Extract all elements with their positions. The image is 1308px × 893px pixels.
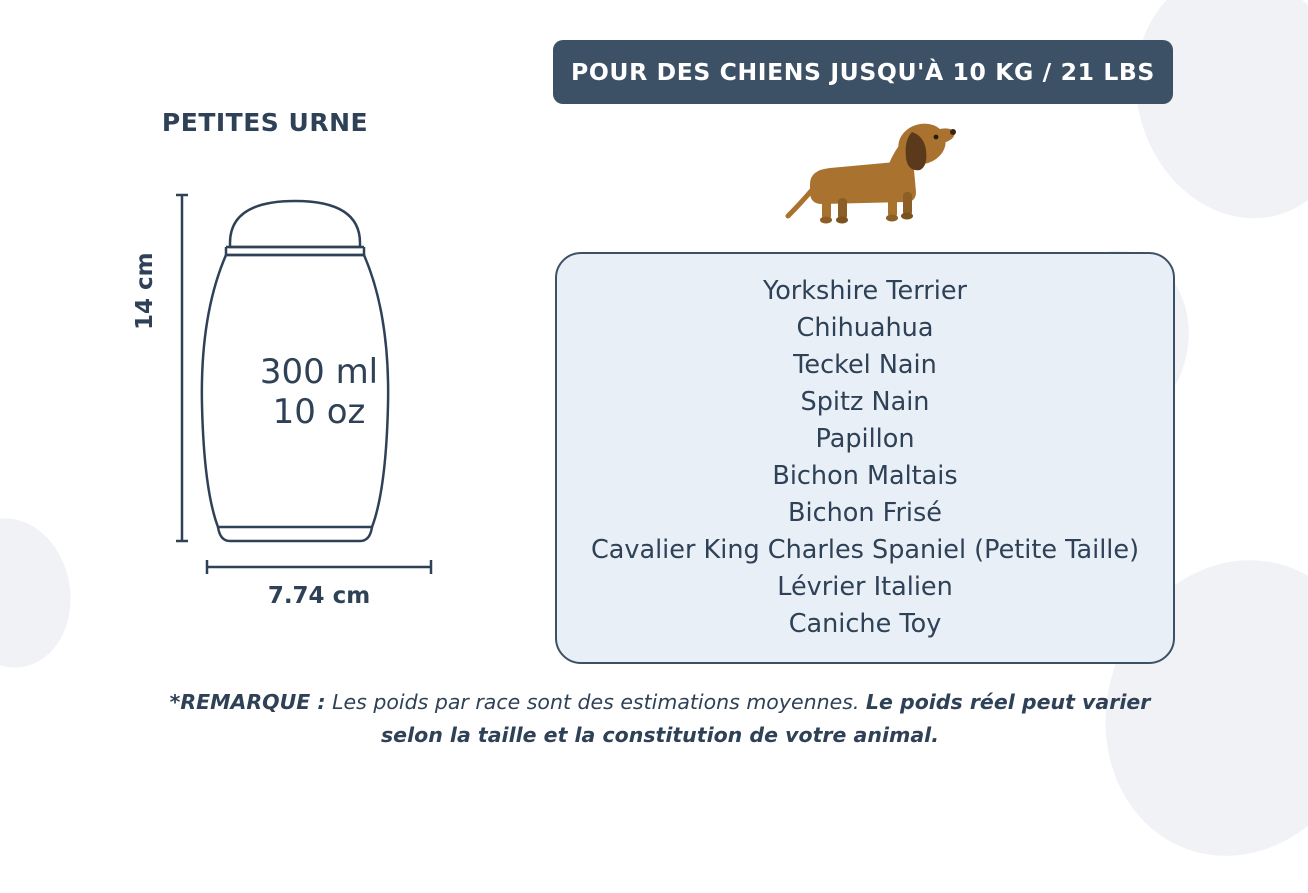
breed-item: Caniche Toy — [788, 608, 942, 639]
footnote-prefix: *REMARQUE : — [169, 690, 326, 714]
breed-item: Chihuahua — [796, 313, 934, 344]
breed-item: Bichon Maltais — [772, 461, 958, 491]
breed-item: Cavalier King Charles Spaniel (Petite Taille) — [590, 534, 1140, 565]
dachshund-dog-icon — [770, 118, 960, 233]
breed-item: Yorkshire Terrier — [763, 276, 967, 307]
breed-item: Spitz Nain — [800, 387, 930, 418]
footnote-bold: Le poids réel peut varier selon la taille et la constitution de votre animal. — [380, 690, 1151, 747]
height-dimension-line — [176, 193, 188, 543]
urn-volume-text — [195, 352, 443, 432]
width-dimension-line — [205, 560, 433, 574]
footnote-text: Les poids par race sont des estimations moyennes. — [325, 690, 866, 714]
urn-diagram-panel — [0, 0, 530, 788]
urn-height-label: 14 cm — [132, 252, 158, 330]
background-blob-1 — [1105, 0, 1308, 246]
footnote — [140, 686, 1180, 752]
breed-item: Bichon Frisé — [788, 497, 942, 528]
volume-ml: 300 ml — [259, 352, 379, 392]
urn-width-label: 7.74 cm — [267, 583, 371, 609]
volume-oz: 10 oz — [272, 392, 366, 433]
urn-size-title: PETITES URNE — [161, 108, 369, 137]
breed-item: Papillon — [815, 424, 915, 455]
breed-list-box — [555, 252, 1175, 664]
breed-item: Teckel Nain — [793, 350, 937, 381]
breed-item: Lévrier Italien — [777, 571, 953, 602]
weight-range-banner: POUR DES CHIENS JUSQU'À 10 KG / 21 LBS — [553, 40, 1173, 104]
